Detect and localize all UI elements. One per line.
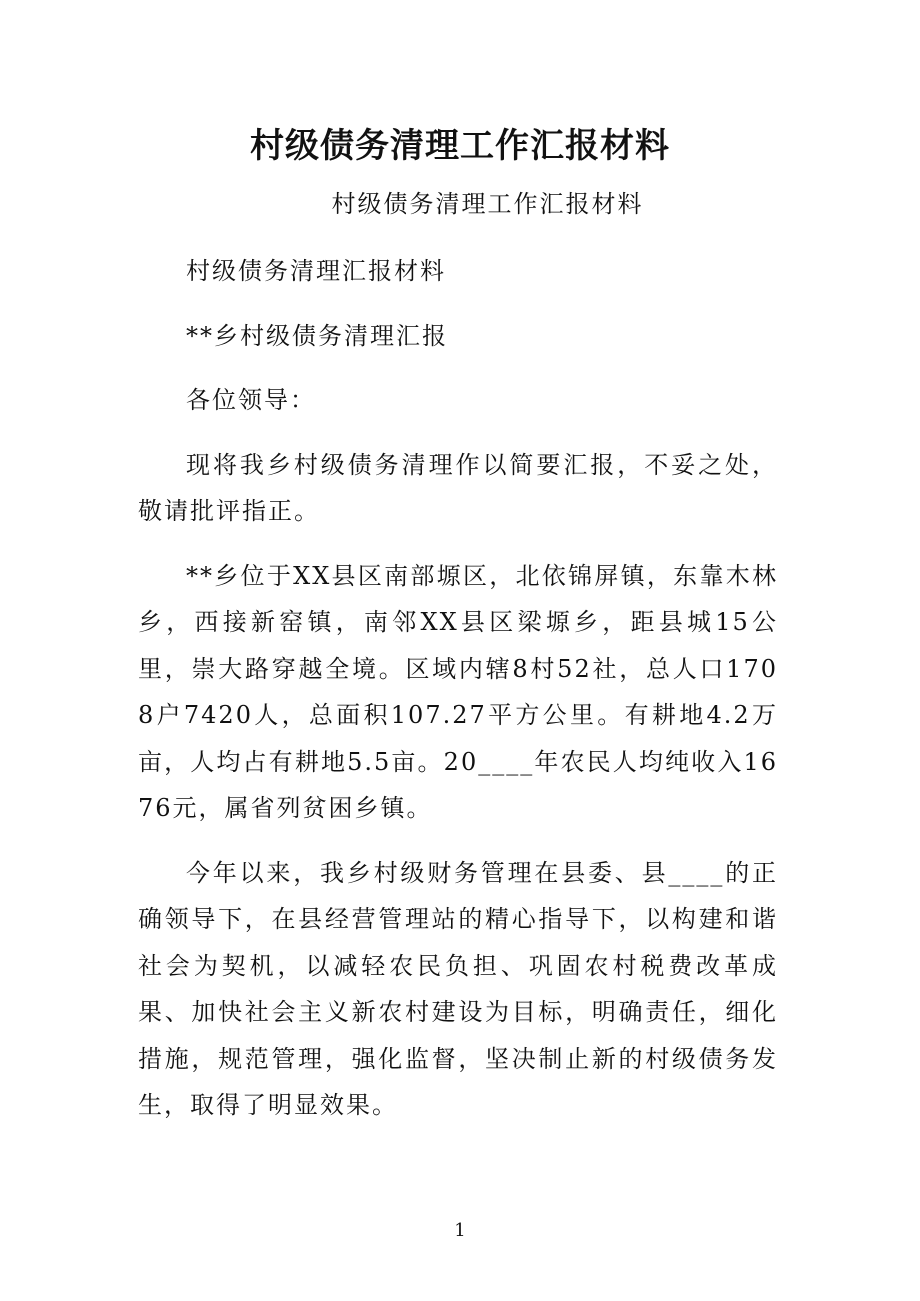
- document-body: [138, 248, 778, 1147]
- document-title: 村级债务清理工作汇报材料: [250, 126, 670, 166]
- paragraph-report-title: **乡村级债务清理汇报: [186, 321, 448, 350]
- paragraph-salutation: 各位领导：: [186, 386, 316, 414]
- paragraph-overview: **乡位于XX县区南部塬区，北依锦屏镇，东靠木林乡，西接新窑镇，南邻XX县区梁塬乡，距县城15公里，崇大路穿越全境。区域内辖8村52社，总人口1708户7420人，总面积107.27平方公里。有耕地4.2万亩，人均占有耕地5.5亩。20____年农民人均纯收入1676元，属省列贫困乡镇。: [138, 561, 778, 822]
- document-subtitle: 村级债务清理工作汇报材料: [331, 190, 644, 218]
- paragraph-progress: 今年以来，我乡村级财务管理在县委、县____的正确领导下，在县经营管理站的精心指导下，以构建和谐社会为契机，以减轻农民负担、巩固农村税费改革成果、加快社会主义新农村建设为目标，明确责任，细化措施，规范管理，强化监督，坚决制止新的村级债务发生，取得了明显效果。: [138, 858, 778, 1119]
- page-number: 1: [454, 1220, 466, 1241]
- paragraph-heading: 村级债务清理汇报材料: [186, 257, 446, 285]
- paragraph-intro: 现将我乡村级债务清理作以简要汇报，不妥之处，敬请批评指正。: [138, 450, 778, 525]
